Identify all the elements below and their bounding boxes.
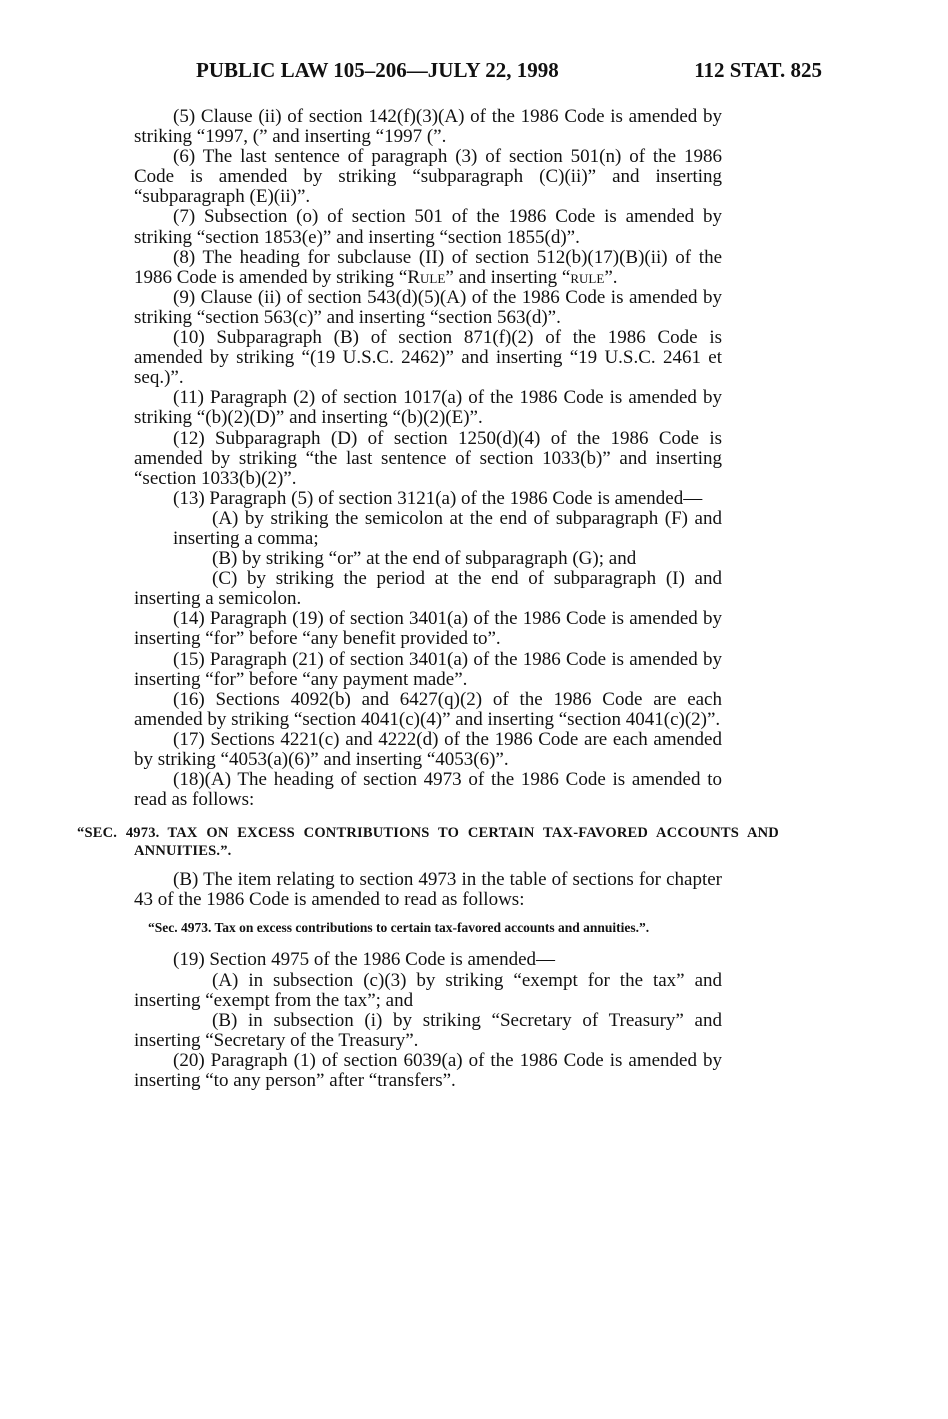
- paragraph-7: (7) Subsection (o) of section 501 of the 1986 Code is amended by striking “section 1853(e)” and inserting “section 1855(d)”.: [134, 206, 722, 248]
- paragraph-15: (15) Paragraph (21) of section 3401(a) of the 1986 Code is amended by inserting “for” before “any payment made”.: [134, 648, 722, 690]
- table-of-sections-item: “Sec. 4973. Tax on excess contributions to certain tax-favored accounts and annuities.”.: [148, 920, 650, 936]
- paragraph-18-a: (18)(A) The heading of section 4973 of the 1986 Code is amended to read as follows:: [134, 769, 722, 811]
- paragraph-14: (14) Paragraph (19) of section 3401(a) of the 1986 Code is amended by inserting “for” before “any benefit provided to”.: [134, 608, 722, 650]
- paragraph-11: (11) Paragraph (2) of section 1017(a) of the 1986 Code is amended by striking “(b)(2)(D)” and inserting “(b)(2)(E)”.: [134, 387, 722, 429]
- paragraph-13: (13) Paragraph (5) of section 3121(a) of the 1986 Code is amended—: [173, 487, 703, 509]
- section-heading-title: TAX ON EXCESS CONTRIBUTIONS TO CERTAIN TAX-FAVORED ACCOUNTS AND ANNUITIES.”.: [134, 825, 779, 860]
- paragraph-5: (5) Clause (ii) of section 142(f)(3)(A) of the 1986 Code is amended by striking “1997, (” and inserting “1997 (”.: [134, 106, 722, 148]
- paragraph-18-b: (B) The item relating to section 4973 in the table of sections for chapter 43 of the 1986 Code is amended to read as follows:: [134, 869, 722, 911]
- paragraph-12: (12) Subparagraph (D) of section 1250(d)(4) of the 1986 Code is amended by striking “the last sentence of section 1033(b)” and inserting “section 1033(b)(2)”.: [134, 427, 722, 489]
- paragraph-8-text-start: (8) The heading for subclause (II) of section 512(b)(17)(B)(ii) of the 1986 Code is amended by striking “: [134, 246, 722, 288]
- paragraph-20: (20) Paragraph (1) of section 6039(a) of the 1986 Code is amended by inserting “to any person” after “transfers”.: [134, 1049, 722, 1092]
- paragraph-13-a: (A) by striking the semicolon at the end of subparagraph (F) and inserting a comma;: [173, 507, 722, 549]
- section-heading: [77, 824, 779, 860]
- paragraph-19: (19) Section 4975 of the 1986 Code is amended—: [173, 949, 556, 971]
- paragraph-8-inserted-word: rule: [570, 266, 605, 288]
- paragraph-13-c: (C) by striking the period at the end of subparagraph (I) and inserting a semicolon.: [134, 568, 722, 610]
- running-header: [134, 58, 822, 90]
- paragraph-13-b: (B) by striking “or” at the end of subparagraph (G); and: [212, 548, 637, 570]
- paragraph-9: (9) Clause (ii) of section 543(d)(5)(A) of the 1986 Code is amended by striking “section 563(c)” and inserting “section 563(d)”.: [134, 286, 722, 328]
- paragraph-16: (16) Sections 4092(b) and 6427(q)(2) of the 1986 Code are each amended by striking “section 4041(c)(4)” and inserting “section 4041(c)(2)”.: [134, 688, 722, 730]
- paragraph-8-struck-word: Rule: [407, 266, 446, 288]
- paragraph-10: (10) Subparagraph (B) of section 871(f)(2) of the 1986 Code is amended by striking “(19 U.S.C. 2462)” and inserting “19 U.S.C. 2461 et seq.)”.: [134, 327, 722, 389]
- paragraph-17: (17) Sections 4221(c) and 4222(d) of the 1986 Code are each amended by striking “4053(a)(6)” and inserting “4053(6)”.: [134, 728, 722, 770]
- paragraph-8: [134, 248, 722, 288]
- paragraph-19-b: (B) in subsection (i) by striking “Secretary of Treasury” and inserting “Secretary of the Treasury”.: [134, 1009, 722, 1051]
- paragraph-19-a: (A) in subsection (c)(3) by striking “exempt for the tax” and inserting “exempt from the tax”; and: [134, 969, 722, 1011]
- paragraph-8-text-middle: ” and inserting “: [445, 266, 571, 288]
- section-heading-label: “SEC. 4973.: [77, 825, 160, 842]
- paragraph-8-text-end: ”.: [604, 266, 618, 288]
- document-body: [77, 106, 779, 1092]
- header-title: PUBLIC LAW 105–206—JULY 22, 1998: [196, 58, 559, 82]
- header-page-number: 112 STAT. 825: [694, 58, 822, 82]
- paragraph-6: (6) The last sentence of paragraph (3) of section 501(n) of the 1986 Code is amended by striking “subparagraph (C)(ii)” and inserting “subparagraph (E)(ii)”.: [134, 146, 722, 208]
